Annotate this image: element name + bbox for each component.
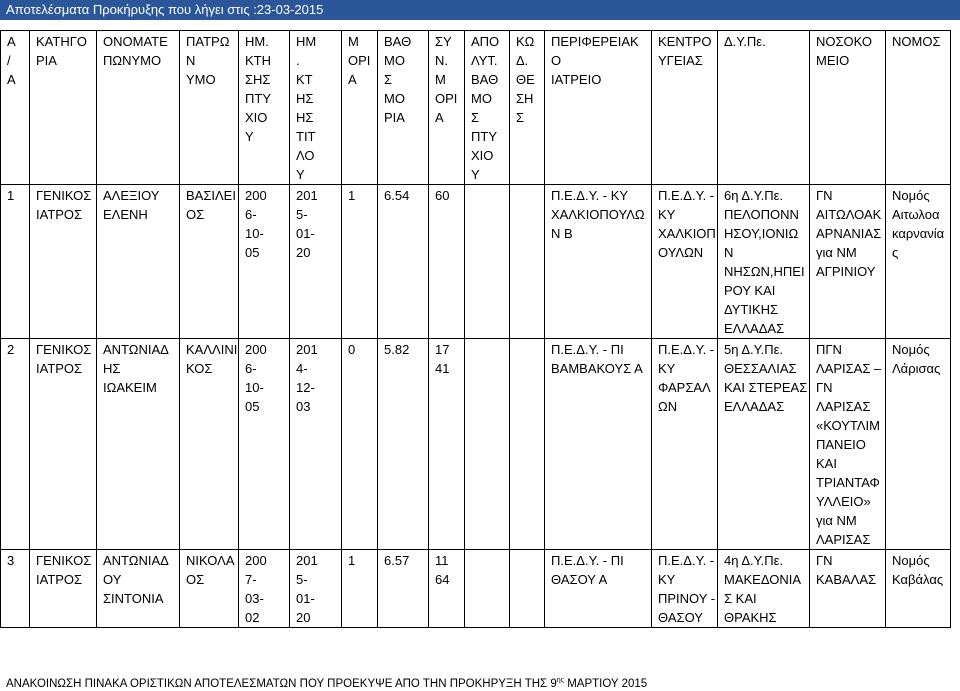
- cell-text-line: ΥΛΛΕΙΟ»: [816, 494, 871, 509]
- cell-aa: [1, 550, 30, 628]
- cell-text-line: ΛΑΡΙΣΑΣ: [816, 532, 871, 547]
- cell-text-line: 02: [245, 610, 260, 625]
- cell-text-line: ΑΝΤΩΝΙΑΔ: [103, 342, 169, 357]
- cell-text-line: 5η Δ.Υ.Πε.: [724, 342, 784, 357]
- header-text-line: ΥΜΟ: [186, 72, 216, 87]
- header-text-line: Α: [7, 72, 16, 87]
- cell-text-line: ΒΑΣΙΛΕΙ: [186, 188, 236, 203]
- cell-grade-points: [378, 339, 429, 550]
- cell-text-line: ΝΙΚΟΛΑ: [186, 553, 235, 568]
- footer-text-after: ΜΑΡΤΙΟΥ 2015: [564, 678, 648, 690]
- cell-text-line: ΕΛΛΑΔΑΣ: [724, 321, 785, 336]
- header-text-line: Α: [348, 72, 357, 87]
- cell-hospital: [810, 185, 886, 339]
- header-text-line: ΠΕΡΙΦΕΡΕΙΑΚΟ: [551, 34, 639, 68]
- header-text-line: Α: [7, 34, 16, 49]
- cell-text-line: 41: [435, 361, 450, 376]
- header-text-line: Υ: [245, 129, 254, 144]
- cell-regional-clinic: [545, 550, 652, 628]
- cell-abs-grade: [465, 339, 510, 550]
- cell-prefecture: [886, 185, 951, 339]
- cell-text-line: 3: [7, 553, 15, 568]
- header-text-line: ΠΩΝΥΜΟ: [103, 53, 162, 68]
- cell-text-line: ΚΟΣ: [186, 361, 213, 376]
- header-text-line: ΗΜ.: [245, 34, 269, 49]
- header-text-line: ΗΣ: [296, 110, 314, 125]
- cell-abs-grade: [465, 550, 510, 628]
- cell-health-center: [652, 339, 718, 550]
- header-degree-date: [239, 31, 290, 185]
- cell-text-line: 200: [245, 188, 267, 203]
- cell-category: [30, 185, 97, 339]
- cell-text-line: Π.Ε.Δ.Υ. -: [658, 553, 715, 568]
- cell-text-line: 7-: [245, 572, 257, 587]
- cell-points: [342, 339, 378, 550]
- cell-grade-points: [378, 550, 429, 628]
- header-text-line: ΑΠΟ: [471, 34, 500, 49]
- header-text-line: ΒΑΘ: [471, 72, 499, 87]
- header-regional-clinic: [545, 31, 652, 185]
- cell-text-line: Ν: [724, 245, 734, 260]
- cell-grade-points: [378, 185, 429, 339]
- cell-text-line: ΛΑΡΙΣΑΣ –: [816, 361, 882, 376]
- header-text-line: ΜΟ: [471, 91, 492, 106]
- cell-text-line: 0: [348, 342, 356, 357]
- cell-text-line: 5-: [296, 572, 308, 587]
- cell-health-center: [652, 185, 718, 339]
- cell-text-line: ΟΥ: [103, 572, 122, 587]
- cell-text-line: 6-: [245, 361, 257, 376]
- cell-text-line: 4-: [296, 361, 308, 376]
- cell-name: [97, 339, 180, 550]
- cell-text-line: ΕΛΛΑΔΑΣ: [724, 399, 785, 414]
- cell-text-line: ΟΥΛΩΝ: [658, 245, 704, 260]
- cell-text-line: ΑΓΡΙΝΙΟΥ: [816, 264, 876, 279]
- cell-text-line: 4η Δ.Υ.Πε.: [724, 553, 784, 568]
- cell-text-line: ΑΡΝΑΝΙΑΣ: [816, 226, 882, 241]
- cell-text-line: 1: [7, 188, 15, 203]
- cell-text-line: 17: [435, 342, 450, 357]
- cell-regional-clinic: [545, 339, 652, 550]
- header-text-line: ΟΝΟΜΑΤΕ: [103, 34, 168, 49]
- cell-text-line: 01-: [296, 591, 315, 606]
- cell-name: [97, 550, 180, 628]
- footer-announcement: [6, 678, 647, 691]
- cell-text-line: ΠΑΝΕΙΟ: [816, 437, 866, 452]
- cell-text-line: 201: [296, 188, 318, 203]
- cell-text-line: ΧΑΛΚΙΟΠΟΥΛΩ: [551, 207, 645, 222]
- cell-father: [180, 185, 239, 339]
- cell-hospital: [810, 339, 886, 550]
- cell-aa: [1, 185, 30, 339]
- header-text-line: ΚΕΝΤΡΟ: [658, 34, 712, 49]
- header-text-line: ΝΟΜΟΣ: [892, 34, 941, 49]
- cell-points: [342, 550, 378, 628]
- header-text-line: ΧΙΟ: [245, 110, 268, 125]
- header-text-line: ΟΡΙ: [435, 91, 458, 106]
- cell-degree-date: [239, 550, 290, 628]
- cell-text-line: Λάρισας: [892, 361, 941, 376]
- cell-text-line: 03-: [245, 591, 264, 606]
- cell-text-line: ΘΡΑΚΗΣ: [724, 610, 777, 625]
- cell-text-line: ΠΡΙΝΟΥ -: [658, 591, 716, 606]
- header-text-line: ΙΑΤΡΕΙΟ: [551, 72, 602, 87]
- cell-text-line: ΚΥ: [658, 572, 676, 587]
- cell-text-line: 200: [245, 342, 267, 357]
- header-points: [342, 31, 378, 185]
- cell-text-line: ΘΑΣΟΥ: [658, 610, 703, 625]
- header-text-line: Υ: [296, 167, 305, 182]
- header-text-line: ΥΓΕΙΑΣ: [658, 53, 703, 68]
- cell-father: [180, 550, 239, 628]
- header-text-line: Δ.Υ.Πε.: [724, 34, 766, 49]
- cell-text-line: ΡΟΥ ΚΑΙ: [724, 283, 776, 298]
- cell-prefecture: [886, 550, 951, 628]
- header-text-line: Υ: [471, 167, 480, 182]
- footer-text-before: ΑΝΑΚΟΙΝΩΣΗ ΠΙΝΑΚΑ ΟΡΙΣΤΙΚΩΝ ΑΠΟΤΕΛΕΣΜΑΤΩΝ ΠΟΥ ΠΡΟΕΚΥΨΕ ΑΠΟ ΤΗΝ ΠΡΟΚΗΡΥΞΗ ΤΗΣ 9: [6, 678, 557, 690]
- cell-text-line: ΗΣΟΥ,ΙΟΝΙΩ: [724, 226, 799, 241]
- cell-text-line: «ΚΟΥΤΛΙΜ: [816, 418, 880, 433]
- cell-title-date: [290, 339, 342, 550]
- cell-total-points: [429, 339, 465, 550]
- header-father: [180, 31, 239, 185]
- cell-text-line: 20: [296, 245, 311, 260]
- header-total-points: [429, 31, 465, 185]
- cell-text-line: 1: [348, 188, 356, 203]
- cell-text-line: 64: [435, 572, 450, 587]
- cell-text-line: ΣΙΝΤΟΝΙΑ: [103, 591, 164, 606]
- cell-text-line: 1: [348, 553, 356, 568]
- header-text-line: /: [7, 53, 11, 68]
- cell-text-line: ΚΑΙ: [816, 456, 837, 471]
- cell-text-line: 20: [296, 610, 311, 625]
- cell-text-line: 05: [245, 245, 260, 260]
- header-text-line: ΡΙΑ: [384, 110, 405, 125]
- cell-text-line: ΛΑΡΙΣΑΣ: [816, 399, 871, 414]
- cell-text-line: ΙΑΤΡΟΣ: [36, 572, 83, 587]
- cell-text-line: ΠΕΛΟΠΟΝΝ: [724, 207, 799, 222]
- header-text-line: ΜΟ: [384, 53, 405, 68]
- cell-text-line: 10-: [245, 226, 264, 241]
- cell-text-line: ΚΑΙ ΣΤΕΡΕΑΣ: [724, 380, 808, 395]
- header-text-line: Ν.: [435, 53, 448, 68]
- cell-category: [30, 550, 97, 628]
- header-health-center: [652, 31, 718, 185]
- cell-text-line: 03: [296, 399, 311, 414]
- window-title: Αποτελέσματα Προκήρυξης που λήγει στις :23-03-2015: [6, 2, 324, 17]
- cell-post-code: [510, 550, 545, 628]
- cell-health-center: [652, 550, 718, 628]
- cell-text-line: 12-: [296, 380, 315, 395]
- cell-text-line: ΠΓΝ: [816, 342, 842, 357]
- cell-text-line: 10-: [245, 380, 264, 395]
- cell-text-line: Ν Β: [551, 226, 573, 241]
- cell-degree-date: [239, 339, 290, 550]
- header-aa: [1, 31, 30, 185]
- header-text-line: ΝΟΣΟΚΟ: [816, 34, 873, 49]
- cell-title-date: [290, 185, 342, 339]
- cell-text-line: Νομός: [892, 553, 930, 568]
- header-text-line: ΣΥ: [435, 34, 452, 49]
- cell-text-line: ΚΑΛΛΙΝΙ: [186, 342, 238, 357]
- cell-text-line: ΑΝΤΩΝΙΑΔ: [103, 553, 169, 568]
- cell-text-line: 200: [245, 553, 267, 568]
- header-text-line: ΟΡΙ: [348, 53, 371, 68]
- cell-text-line: ΑΙΤΩΛΟΑΚ: [816, 207, 882, 222]
- cell-text-line: ΓΝ: [816, 188, 833, 203]
- table-body: [1, 185, 951, 628]
- cell-degree-date: [239, 185, 290, 339]
- cell-text-line: ς: [892, 245, 899, 260]
- cell-text-line: ΙΑΤΡΟΣ: [36, 361, 83, 376]
- header-category: [30, 31, 97, 185]
- header-text-line: ΒΑΘ: [384, 34, 412, 49]
- cell-text-line: Νομός: [892, 342, 930, 357]
- cell-text-line: Π.Ε.Δ.Υ. - ΠΙ: [551, 553, 624, 568]
- header-text-line: ΤΙΤ: [296, 129, 316, 144]
- header-text-line: ΠΤΥ: [245, 91, 271, 106]
- cell-text-line: για ΝΜ: [816, 245, 857, 260]
- cell-regional-clinic: [545, 185, 652, 339]
- header-text-line: Δ.: [516, 53, 529, 68]
- cell-text-line: ΗΣ: [103, 361, 121, 376]
- header-text-line: Μ: [435, 72, 446, 87]
- header-grade-points: [378, 31, 429, 185]
- cell-text-line: ΕΛΕΝΗ: [103, 207, 148, 222]
- cell-text-line: 6.54: [384, 188, 410, 203]
- cell-text-line: Καβάλας: [892, 572, 944, 587]
- cell-text-line: Νομός: [892, 188, 930, 203]
- cell-text-line: ΚΥ: [658, 207, 676, 222]
- header-text-line: ΚΤ: [296, 72, 313, 87]
- cell-title-date: [290, 550, 342, 628]
- cell-text-line: ΙΑΤΡΟΣ: [36, 207, 83, 222]
- cell-text-line: ΓΕΝΙΚΟΣ: [36, 188, 92, 203]
- cell-text-line: 2: [7, 342, 15, 357]
- cell-text-line: καρνανία: [892, 226, 945, 241]
- header-text-line: ΠΤΥ: [471, 129, 497, 144]
- footer-ordinal-suffix: ης: [556, 677, 565, 685]
- header-text-line: ΘΕ: [516, 72, 535, 87]
- table-header-row: [1, 31, 951, 185]
- header-text-line: Μ: [348, 34, 359, 49]
- header-text-line: ΛΥΤ.: [471, 53, 498, 68]
- cell-dype: [718, 185, 810, 339]
- cell-text-line: ΙΩΑΚΕΙΜ: [103, 380, 157, 395]
- cell-text-line: ΘΕΣΣΑΛΙΑΣ: [724, 361, 797, 376]
- cell-text-line: ΚΑΒΑΛΑΣ: [816, 572, 877, 587]
- cell-prefecture: [886, 339, 951, 550]
- header-text-line: ΡΙΑ: [36, 53, 57, 68]
- cell-name: [97, 185, 180, 339]
- cell-text-line: Π.Ε.Δ.Υ. - ΠΙ: [551, 342, 624, 357]
- cell-text-line: ΜΑΚΕΔΟΝΙΑ: [724, 572, 802, 587]
- cell-text-line: ΒΑΜΒΑΚΟΥΣ Α: [551, 361, 643, 376]
- header-text-line: Σ: [384, 72, 393, 87]
- cell-text-line: 60: [435, 188, 450, 203]
- header-text-line: ΚΩ: [516, 34, 535, 49]
- cell-text-line: 6.57: [384, 553, 410, 568]
- header-text-line: ΚΑΤΗΓΟ: [36, 34, 87, 49]
- cell-text-line: Αιτωλοα: [892, 207, 940, 222]
- header-text-line: ΧΙΟ: [471, 148, 494, 163]
- cell-post-code: [510, 339, 545, 550]
- cell-text-line: ΓΕΝΙΚΟΣ: [36, 342, 92, 357]
- cell-text-line: ΓΝ: [816, 380, 833, 395]
- header-text-line: .: [296, 53, 300, 68]
- cell-dype: [718, 339, 810, 550]
- header-text-line: ΣΗ: [516, 91, 534, 106]
- cell-text-line: ΤΡΙΑΝΤΑΦ: [816, 475, 880, 490]
- cell-aa: [1, 339, 30, 550]
- cell-text-line: Σ ΚΑΙ: [724, 591, 757, 606]
- header-dype: [718, 31, 810, 185]
- cell-text-line: 6η Δ.Υ.Πε.: [724, 188, 784, 203]
- cell-text-line: 201: [296, 553, 318, 568]
- header-post-code: [510, 31, 545, 185]
- header-text-line: ΠΑΤΡΩΝ: [186, 34, 230, 68]
- cell-total-points: [429, 550, 465, 628]
- cell-text-line: ΩΝ: [658, 399, 678, 414]
- cell-text-line: για ΝΜ: [816, 513, 857, 528]
- header-hospital: [810, 31, 886, 185]
- header-text-line: Α: [435, 110, 444, 125]
- cell-text-line: ΦΑΡΣΑΛ: [658, 380, 711, 395]
- header-text-line: ΛΟ: [296, 148, 315, 163]
- cell-text-line: Π.Ε.Δ.Υ. -: [658, 188, 715, 203]
- cell-text-line: 201: [296, 342, 318, 357]
- window-title-bar: [0, 0, 960, 20]
- cell-hospital: [810, 550, 886, 628]
- header-text-line: ΗΜ: [296, 34, 317, 49]
- cell-text-line: 6-: [245, 207, 257, 222]
- cell-points: [342, 185, 378, 339]
- cell-text-line: ΑΛΕΞΙΟΥ: [103, 188, 160, 203]
- cell-text-line: ΘΑΣΟΥ Α: [551, 572, 608, 587]
- header-name: [97, 31, 180, 185]
- cell-abs-grade: [465, 185, 510, 339]
- cell-text-line: Π.Ε.Δ.Υ. - ΚΥ: [551, 188, 629, 203]
- cell-text-line: ΧΑΛΚΙΟΠ: [658, 226, 716, 241]
- table-row: [1, 185, 951, 339]
- cell-text-line: 05: [245, 399, 260, 414]
- header-text-line: ΗΣ: [296, 91, 314, 106]
- cell-father: [180, 339, 239, 550]
- header-text-line: ΜΕΙΟ: [816, 53, 850, 68]
- header-text-line: ΜΟ: [384, 91, 405, 106]
- header-text-line: Σ: [471, 110, 480, 125]
- table-row: [1, 339, 951, 550]
- table-row: [1, 550, 951, 628]
- cell-text-line: 5-: [296, 207, 308, 222]
- cell-text-line: Π.Ε.Δ.Υ. -: [658, 342, 715, 357]
- header-text-line: ΚΤΗ: [245, 53, 271, 68]
- cell-text-line: ΟΣ: [186, 572, 205, 587]
- cell-text-line: 01-: [296, 226, 315, 241]
- cell-category: [30, 339, 97, 550]
- cell-text-line: 11: [435, 553, 449, 568]
- cell-total-points: [429, 185, 465, 339]
- cell-text-line: ΓΝ: [816, 553, 833, 568]
- results-table: [0, 30, 951, 628]
- cell-text-line: ΚΥ: [658, 361, 676, 376]
- header-text-line: ΣΗΣ: [245, 72, 271, 87]
- cell-text-line: ΟΣ: [186, 207, 205, 222]
- cell-dype: [718, 550, 810, 628]
- cell-text-line: 5.82: [384, 342, 410, 357]
- header-text-line: Σ: [516, 110, 525, 125]
- header-abs-grade: [465, 31, 510, 185]
- cell-text-line: ΓΕΝΙΚΟΣ: [36, 553, 92, 568]
- cell-text-line: ΔΥΤΙΚΗΣ: [724, 302, 779, 317]
- cell-post-code: [510, 185, 545, 339]
- header-prefecture: [886, 31, 951, 185]
- cell-text-line: ΝΗΣΩΝ,ΗΠΕΙ: [724, 264, 805, 279]
- header-title-date: [290, 31, 342, 185]
